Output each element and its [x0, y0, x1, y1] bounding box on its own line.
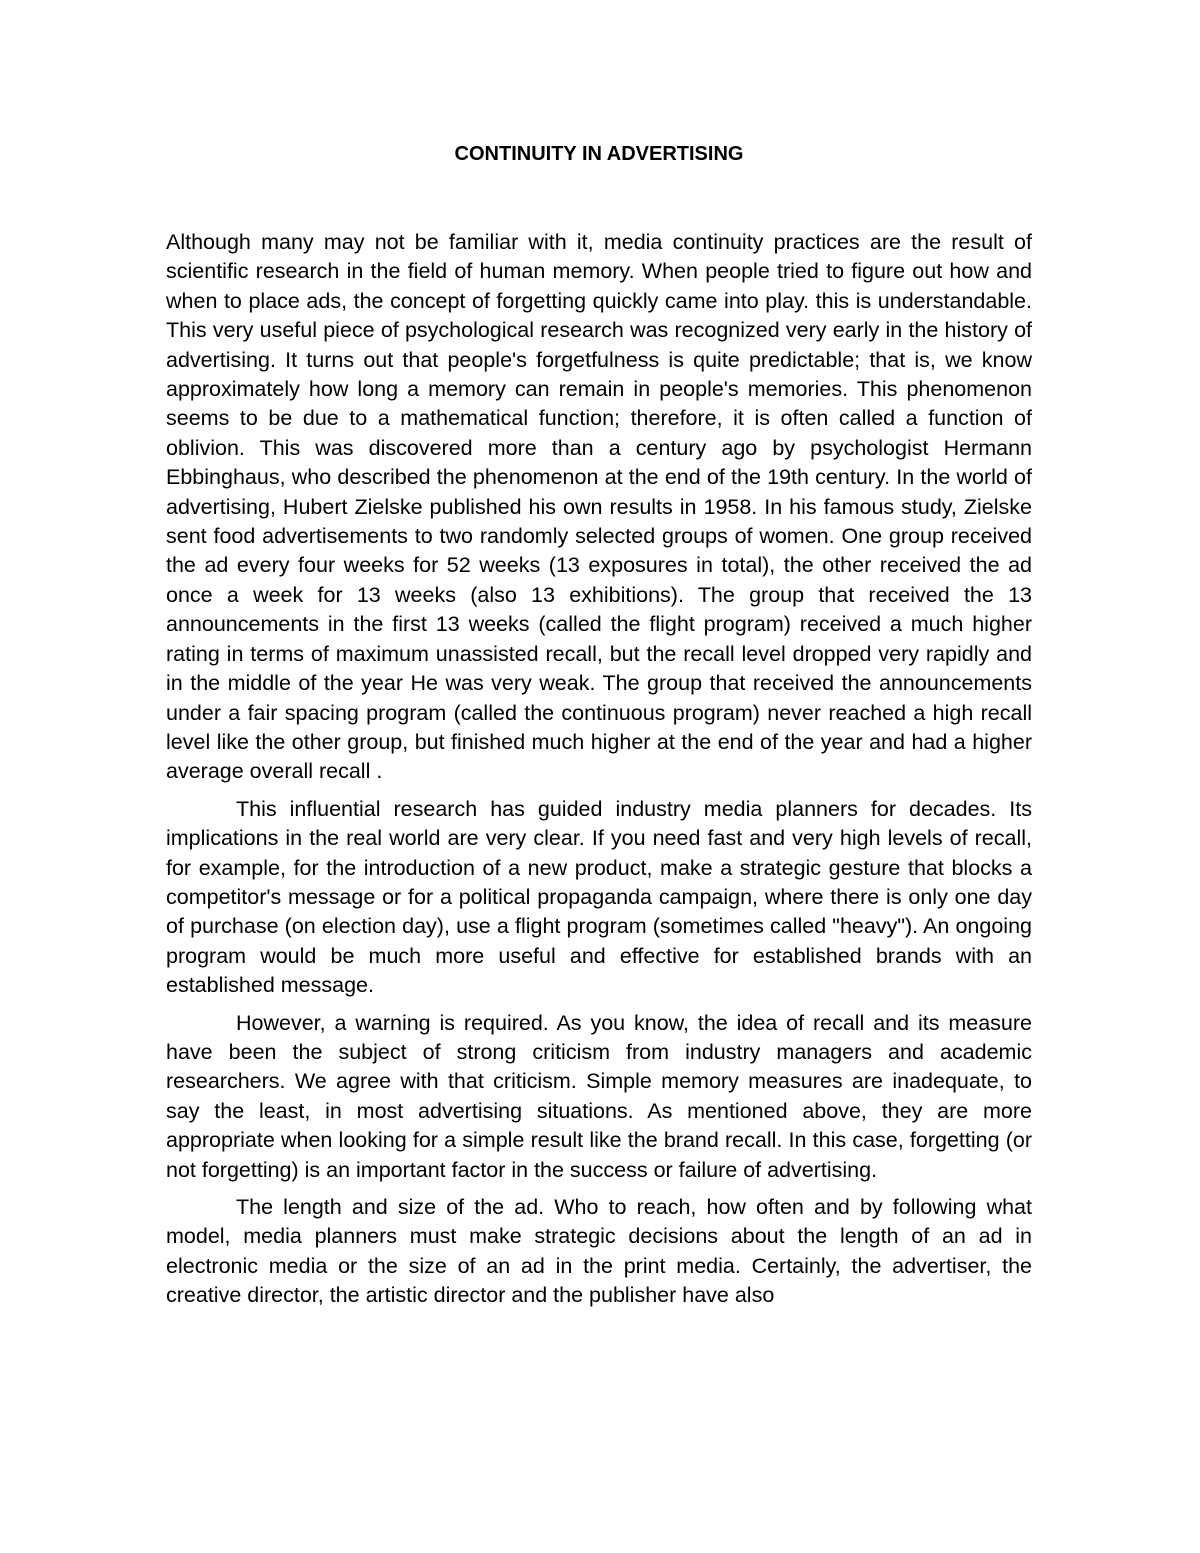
paragraph-1: Although many may not be familiar with it, media continuity practices are the result of scientific research in the field of human memory. When people tried to figure out how and when to place ads, the concept of forgetting quickly came into play. this is understandable. This very useful piece of psychological research was recognized very early in the history of advertising. It turns out that people's forgetfulness is quite predictable; that is, we know approximately how long a memory can remain in people's memories. This phenomenon seems to be due to a mathematical function; therefore, it is often called a function of oblivion. This was discovered more than a century ago by psychologist Hermann Ebbinghaus, who described the phenomenon at the end of the 19th century. In the world of advertising, Hubert Zielske published his own results in 1958. In his famous study, Zielske sent food advertisements to two randomly selected groups of women. One group received the ad every four weeks for 52 weeks (13 exposures in total), the other received the ad once a week for 13 weeks (also 13 exhibitions). The group that received the 13 announcements in the first 13 weeks (called the flight program) received a much higher rating in terms of maximum unassisted recall, but the recall level dropped very rapidly and in the middle of the year He was very weak. The group that received the announcements under a fair spacing program (called the continuous program) never reached a high recall level like the other group, but finished much higher at the end of the year and had a higher average overall recall .	[166, 230, 1032, 784]
paragraph-3: However, a warning is required. As you know, the idea of recall and its measure have been the subject of strong criticism from industry managers and academic researchers. We agree with that criticism. Simple memory measures are inadequate, to say the least, in most advertising situations. As mentioned above, they are more appropriate when looking for a simple result like the brand recall. In this case, forgetting (or not forgetting) is an important factor in the success or failure of advertising.	[166, 1010, 1032, 1182]
document-page	[166, 140, 1032, 1319]
paragraph-4: The length and size of the ad. Who to reach, how often and by following what model, media planners must make strategic decisions about the length of an ad in electronic media or the size of an ad in the print media. Certainly, the advertiser, the creative director, the artistic director and the publisher have also	[166, 1195, 1032, 1308]
document-title: CONTINUITY IN ADVERTISING	[454, 143, 744, 165]
paragraph-2: This influential research has guided industry media planners for decades. Its implications in the real world are very clear. If you need fast and very high levels of recall, for example, for the introduction of a new product, make a strategic gesture that blocks a competitor's message or for a political propaganda campaign, where there is only one day of purchase (on election day), use a flight program (sometimes called "heavy"). An ongoing program would be much more useful and effective for established brands with an established message.	[166, 796, 1032, 998]
